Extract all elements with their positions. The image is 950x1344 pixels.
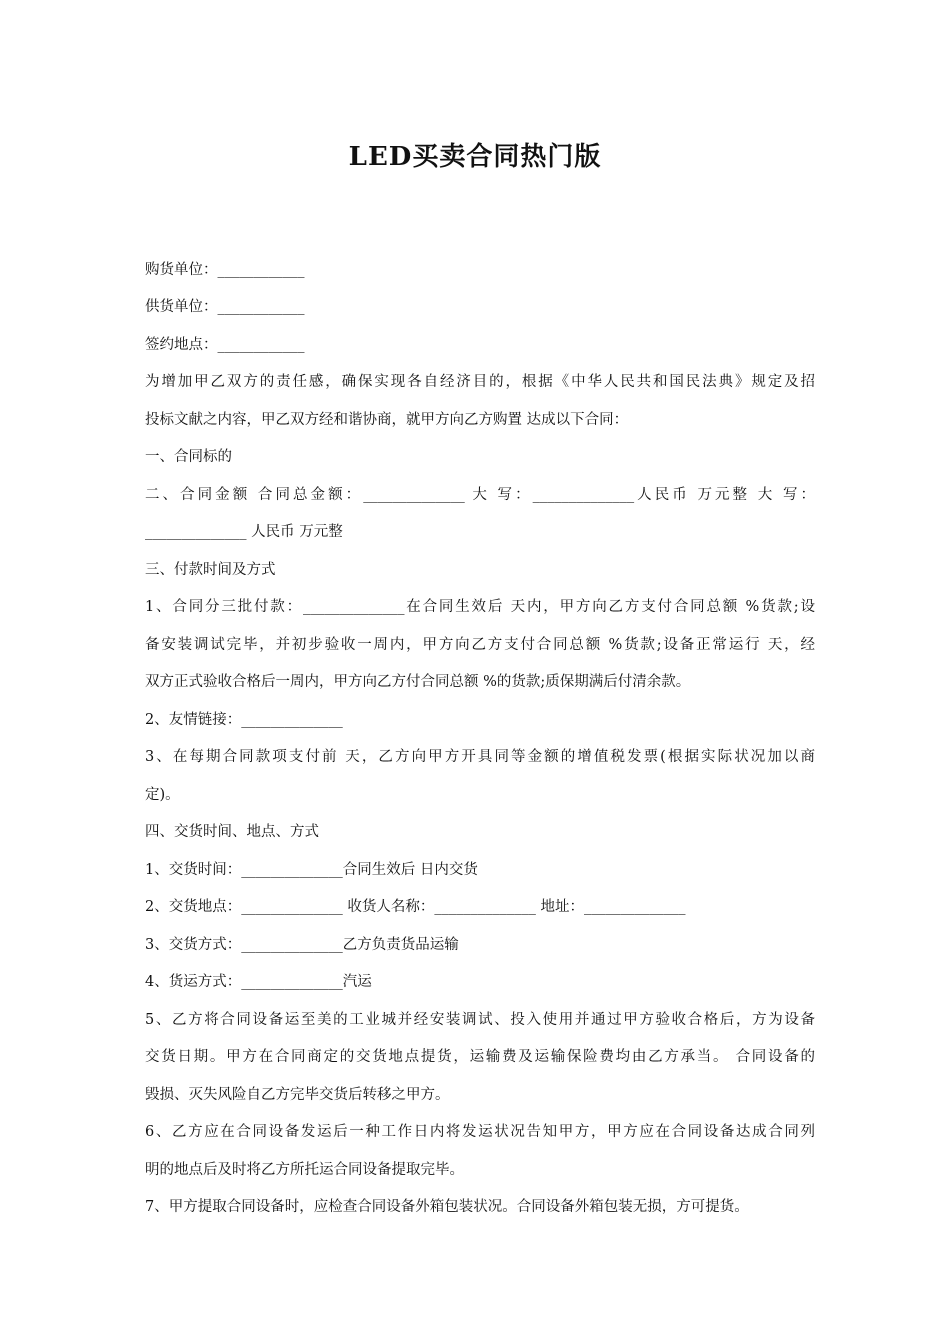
delivery-time-line: 1、交货时间：______________合同生效后 日内交货 [145,862,478,878]
payment-clause-line: 1、合同分三批付款：______________在合同生效后 天内，甲方向乙方支付合同总额 %货款;设 [145,599,815,615]
delivery-place-line: 2、交货地点：______________ 收货人名称：______________ 地址：______________ [145,899,686,915]
shipping-notice-line: 6、乙方应在合同设备发运后一种工作日内将发运状况告知甲方，甲方应在合同设备达成合同列 [145,1124,815,1140]
section-heading-4: 四、交货时间、地点、方式 [145,824,319,840]
delivery-clause-line: 5、乙方将合同设备运至美的工业城并经安装调试、投入使用并通过甲方验收合格后，方为设备 [145,1012,815,1028]
buyer-field: 购货单位：____________ [145,262,305,278]
section-heading-1: 一、合同标的 [145,449,232,465]
shipping-notice-line: 明的地点后及时将乙方所托运合同设备提取完毕。 [145,1162,464,1178]
amount-line: 二、合同金额 合同总金额：______________ 大 写：______________人民币 万元整 大 写： [145,487,815,503]
invoice-clause-line: 3、在每期合同款项支付前 天，乙方向甲方开具同等金额的增值税发票(根据实际状况加以商 [145,749,815,765]
preamble-line: 投标文献之内容，甲乙双方经和谐协商，就甲方向乙方购置 达成以下合同： [145,412,629,428]
document-title: LED买卖合同热门版 [348,142,602,172]
supplier-field: 供货单位：____________ [145,299,305,315]
freight-method-line: 4、货运方式：______________汽运 [145,974,372,990]
section-heading-3: 三、付款时间及方式 [145,562,276,578]
inspection-line: 7、甲方提取合同设备时，应检查合同设备外箱包装状况。合同设备外箱包装无损，方可提货。 [145,1199,749,1215]
amount-line: ______________ 人民币 万元整 [145,524,343,540]
delivery-method-line: 3、交货方式：______________乙方负责货品运输 [145,937,459,953]
delivery-clause-line: 毁损、灭失风险自乙方完毕交货后转移之甲方。 [145,1087,450,1103]
preamble-line: 为增加甲乙双方的责任感，确保实现各自经济目的，根据《中华人民共和国民法典》规定及招 [145,374,815,390]
payment-clause-line: 备安装调试完毕，并初步验收一周内，甲方向乙方支付合同总额 %货款;设备正常运行 天，经 [145,637,815,653]
signing-place-field: 签约地点：____________ [145,337,305,353]
friend-link-line: 2、友情链接：______________ [145,712,343,728]
invoice-clause-line: 定)。 [145,787,180,803]
delivery-clause-line: 交货日期。甲方在合同商定的交货地点提货，运输费及运输保险费均由乙方承当。 合同设备的 [145,1049,815,1065]
payment-clause-line: 双方正式验收合格后一周内，甲方向乙方付合同总额 %的货款;质保期满后付清余款。 [145,674,691,690]
